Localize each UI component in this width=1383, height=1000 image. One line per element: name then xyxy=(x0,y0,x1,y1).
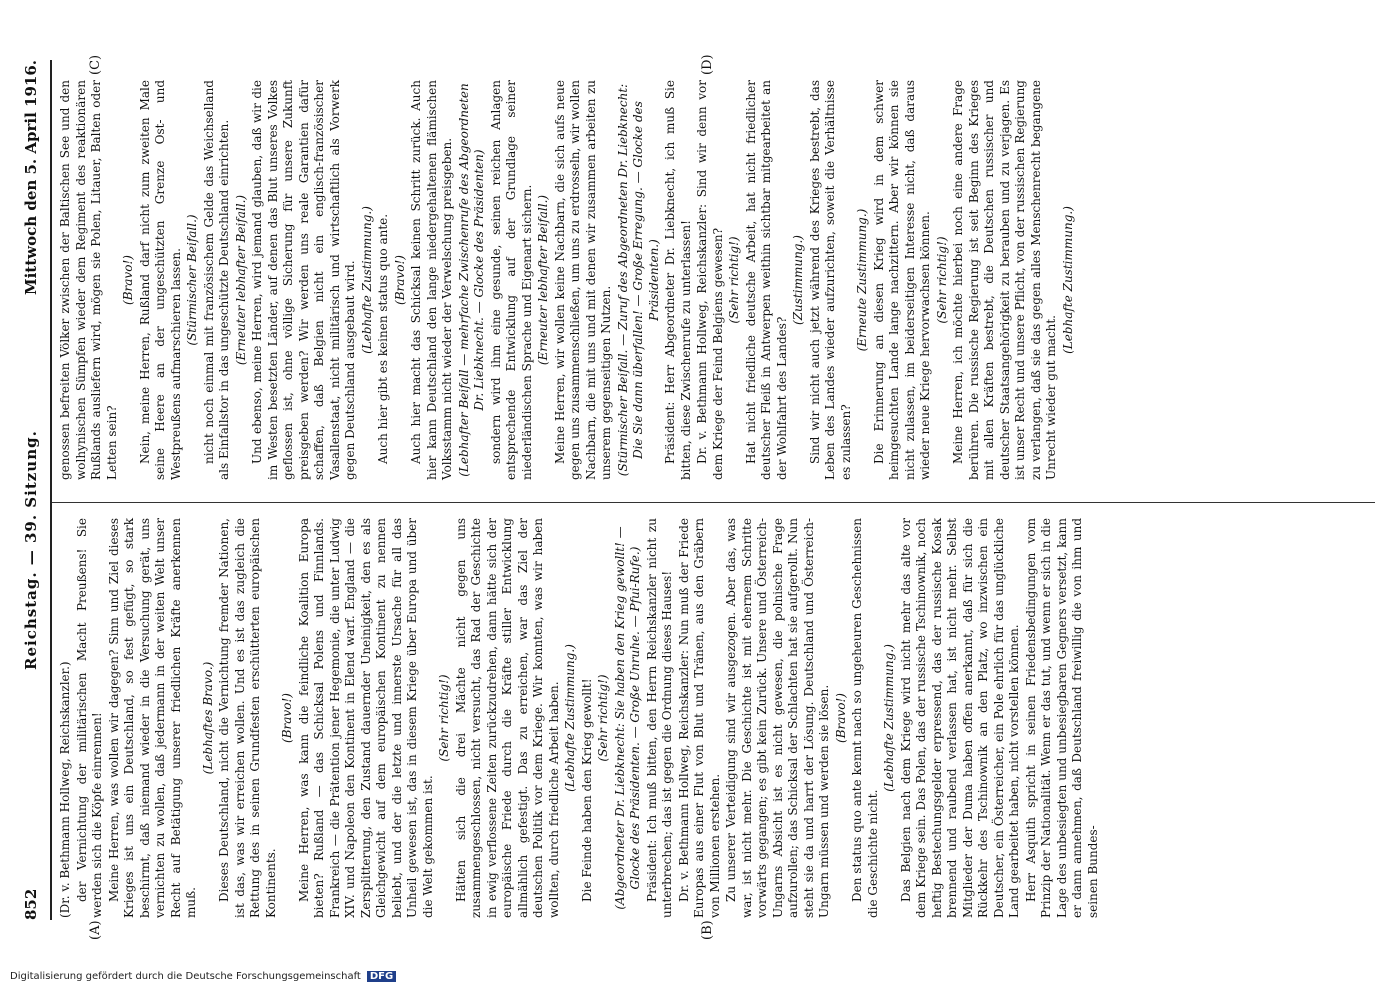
stage-direction: (Lebhafte Zustimmung.) xyxy=(359,206,374,354)
stage-direction: (Lebhafter Beifall — mehrfache Zwischenrufe des Abgeordneten Dr. Liebknecht. — Glocke des Präsidenten) xyxy=(456,83,486,477)
paragraph: Auch hier macht das Schicksal keinen Schritt zurück. Auch hier kann Deutschland den lange niedergehaltenen flämischen Volksstamm nicht wieder der Verwelschung preisgeben. xyxy=(409,80,454,480)
right-text-column xyxy=(58,80,1077,480)
stage-direction: (Stürmischer Beifall. — Zuruf des Abgeordneten Dr. Liebknecht: Die Sie dann überfallen! — Große Erregung. — Glocke des Präsidenten.) xyxy=(615,83,661,477)
paragraph: Die Erinnerung an diesen Krieg wird in dem schwer heimgesuchten Lande lange nachzittern. Aber wir können sie nicht zulassen, im beiderseitigen Interesse nicht, daß daraus wieder neue Kriege hervorwachsen können. xyxy=(871,80,932,480)
paragraph: (Dr. v. Bethmann Hollweg, Reichskanzler.) xyxy=(58,661,72,918)
session-date: Mittwoch den 5. April 1916. xyxy=(22,60,40,295)
paragraph: Meine Herren, wir wollen keine Nachbarn, die sich aufs neue gegen uns zusammenschließen, um uns zu erdrosseln, wir wollen Nachbarn, die mit uns und mit denen wir zusammen arbeiten zu unserem gegenseitigen Nutzen. xyxy=(552,80,613,480)
paragraph: nicht noch einmal mit französischem Gelde das Weichselland als Einfallstor in das ungeschützte Deutschland einrichten. xyxy=(201,80,231,480)
paragraph: Die Feinde haben den Krieg gewollt! xyxy=(579,678,594,902)
paragraph: Hätten sich die drei Mächte nicht gegen uns zusammengeschlossen, nicht versucht, das Rad der Geschichte in ewig verflossene Zeiten zurückzudrehen, dann hätte sich der europäische Friede durch die Kräfte stiller Entwicklung allmählich gefestigt. Das zu erreichen, war das Ziel der deutschen Politik vor dem Kriege. Wir konnten, was wir haben wollten, durch friedliche Arbeit haben. xyxy=(453,518,561,918)
paragraph: Präsident: Ich muß bitten, den Herrn Reichskanzler nicht zu unterbrechen; das ist gegen die Ordnung dieses Hauses! xyxy=(644,518,674,918)
paragraph: Auch hier gibt es keinen status quo ante. xyxy=(376,213,390,464)
paragraph: Meine Herren, was wollen wir dagegen? Sinn und Ziel dieses Krieges ist uns ein Deutschland, so fest gefügt, so stark beschirmt, daß niemand wieder in die Versuchung gerät, uns vernichten zu wollen, daß jedermann in der weiten Welt unser Recht auf Betätigung unserer friedlichen Kräfte anerkennen muß. xyxy=(106,518,198,918)
paragraph: Den status quo ante kennt nach so ungeheuren Geschehnissen die Geschichte nicht. xyxy=(850,518,880,918)
stage-direction: (Lebhafte Zustimmung.) xyxy=(1060,206,1075,354)
stage-direction: (Abgeordneter Dr. Liebknecht: Sie haben den Krieg gewollt! — Glocke des Präsidenten. — Große Unruhe. — Pfui-Rufe.) xyxy=(612,526,642,910)
stage-direction: (Bravo!) xyxy=(121,255,135,305)
paragraph: sondern wird ihm eine gesunde, seinen reichen Anlagen entsprechende Entwicklung auf der Grundlage seiner niederländischen Sprache und Eigenart sichern. xyxy=(488,80,534,480)
paragraph: Dr. v. Bethmann Hollweg, Reichskanzler: Nun muß der Friede Europas aus einer Flut von Blut und Tränen, aus den Gräbern von Millionen erstehen. xyxy=(676,518,722,918)
paragraph: Hat nicht friedliche deutsche Arbeit, hat nicht friedlicher deutscher Fleiß in Antwerpen weithin sichtbar mitgearbeitet an der Wohlfahrt des Landes? xyxy=(743,80,789,480)
paragraph: Meine Herren, was kann die feindliche Koalition Europa bieten? Rußland — das Schicksal Polens und Finnlands. Frankreich — die Prätention jener Hegemonie, die unter Ludwig XIV. und Napoleon den Kontinent in Elend warf. England — die Zersplitterung, den Zustand dauernder Uneinigkeit, den es als Gleichgewicht auf dem europäischen Kontinent zu nennen beliebt, und der die letzte und innerste Ursache für all das Unheil gewesen ist, das in diesem Kriege über Europa und über die Welt gekommen ist. xyxy=(296,518,435,918)
stage-direction: (Sehr richtig!) xyxy=(596,674,610,762)
left-text-column xyxy=(58,518,1102,918)
stage-direction: (Sehr richtig!) xyxy=(727,236,741,324)
stage-direction: (Bravo!) xyxy=(280,693,294,743)
paragraph: Und ebenso, meine Herren, wird jemand glauben, daß wir die im Westen besetzten Länder, auf denen das Blut unseres Volkes geflossen ist, ohne völlige Sicherung für unsere Zukunft preisgeben werden? Wir werden uns reale Garantien dafür schaffen, daß Belgien nicht ein englisch-französischer Vasallenstaat, nicht militärisch und wirtschaftlich als Vorwerk gegen Deutschland ausgebaut wird. xyxy=(250,80,357,480)
stage-direction: (Zustimmung.) xyxy=(791,235,805,325)
stage-direction: (Erneuter lebhafter Beifall.) xyxy=(536,194,550,366)
paragraph: Präsident: Herr Abgeordneter Dr. Liebknecht, ich muß Sie bitten, diese Zwischenrufe zu unterlassen! xyxy=(663,80,693,480)
paragraph: Das Belgien nach dem Kriege wird nicht mehr das alte vor dem Kriege sein. Das Polen, das der russische Tschinownik, noch heftig Bestechungsgelder erpressend, das der russische Kosak brennend und raubend verlassen hat, ist nicht mehr. Selbst Mitglieder der Duma haben offen anerkannt, daß für sich die Rückkehr des Tschinownik an den Platz, wo inzwischen ein Deutscher, ein Österreicher, ein Pole ehrlich für das unglückliche Land gearbeitet haben, nicht vorstellen können. xyxy=(898,518,1021,918)
header-rule xyxy=(50,60,52,920)
page-header xyxy=(22,60,48,920)
stage-direction: (Sehr richtig!) xyxy=(934,236,949,324)
paragraph: Zu unserer Verteidigung sind wir ausgezogen. Aber das, was war, ist nicht mehr. Die Geschichte ist mit ehernem Schritte vorwärts gegangen; es gibt kein Zurück. Unsere und Österreich-Ungarns Absicht ist es nicht gewesen, die polnische Frage aufzurollen; das Schicksal der Schlachten hat sie aufgerollt. Nun steht sie da und harrt der Lösung. Deutschland und Österreich-Ungarn müssen und werden sie lösen. xyxy=(724,518,831,918)
margin-mark-b: (B) xyxy=(700,920,715,940)
stage-direction: (Bravo!) xyxy=(392,255,407,305)
stage-direction: (Lebhaftes Bravo.) xyxy=(200,661,215,775)
running-title: Reichstag. — 39. Sitzung. xyxy=(22,430,40,670)
stage-direction: (Lebhafte Zustimmung.) xyxy=(563,644,577,792)
paragraph: Herr Asquith spricht in seinen Friedensbedingungen vom Prinzip der Nationalität. Wenn er das tut, und wenn er sich in die Lage des unbesiegten und unbesiegbaren Gegners versetzt, kann er dann annehmen, daß Deutschland freiwillig die von ihm und seinen Bundes- xyxy=(1023,518,1100,918)
stage-direction: (Lebhafte Zustimmung.) xyxy=(882,644,896,792)
footer-credit xyxy=(10,971,396,982)
page-number: 852 xyxy=(22,888,40,920)
paragraph: Dieses Deutschland, nicht die Vernichtung fremder Nationen, ist das, was wir erreichen wollen. Und es ist das zugleich die Rettung des in seinen Grundfesten erschütterten europäischen Kontinents. xyxy=(217,518,278,918)
paragraph: genossen befreiten Völker zwischen der Baltischen See und den wolhynischen Sümpfen wieder dem Regiment des reaktionären Rußlands ausliefern wird, mögen sie Polen, Litauer, Balten oder Letten sein? xyxy=(58,80,119,480)
stage-direction: (Erneute Zustimmung.) xyxy=(855,208,869,352)
paragraph: Nein, meine Herren, Rußland darf nicht zum zweiten Male seine Heere an der ungeschützten Grenze Ost- und Westpreußens aufmarschieren lassen. xyxy=(137,80,183,480)
margin-mark-d: (D) xyxy=(700,54,715,75)
margin-mark-c: (C) xyxy=(88,54,103,75)
stage-direction: (Bravo!) xyxy=(833,693,848,743)
paragraph: Dr. v. Bethmann Hollweg, Reichskanzler: Sind wir denn vor dem Kriege der Feind Belgiens gewesen? xyxy=(695,80,725,480)
stage-direction: (Sehr richtig!) xyxy=(437,674,451,762)
stage-direction: (Erneuter lebhafter Beifall.) xyxy=(233,194,248,366)
paragraph: der Vernichtung der militärischen Macht Preußens! Sie werden sich die Köpfe einrennen! xyxy=(74,518,104,918)
margin-mark-a: (A) xyxy=(88,920,103,940)
stage-direction: (Stürmischer Beifall.) xyxy=(185,214,199,346)
column-divider xyxy=(52,502,1375,503)
paragraph: Sind wir nicht auch jetzt während des Krieges bestrebt, das Leben des Landes wieder aufzurichten, soweit die Verhältnisse es zulassen? xyxy=(807,80,853,480)
footer-text: Digitalisierung gefördert durch die Deutsche Forschungsgemeinschaft xyxy=(10,971,361,982)
paragraph: Meine Herren, ich möchte hierbei noch eine andere Frage berühren. Die russische Regierung ist seit Beginn des Krieges mit allen Kräften bestrebt, die Deutschen russischer und deutscher Staatsangehörigkeit zu berauben und zu verjagen. Es ist unser Recht und unsere Pflicht, von der russischen Regierung zu verlangen, daß sie das gegen alles Menschenrecht begangene Unrecht wieder gut macht. xyxy=(951,80,1058,480)
dfg-logo: DFG xyxy=(367,971,396,982)
